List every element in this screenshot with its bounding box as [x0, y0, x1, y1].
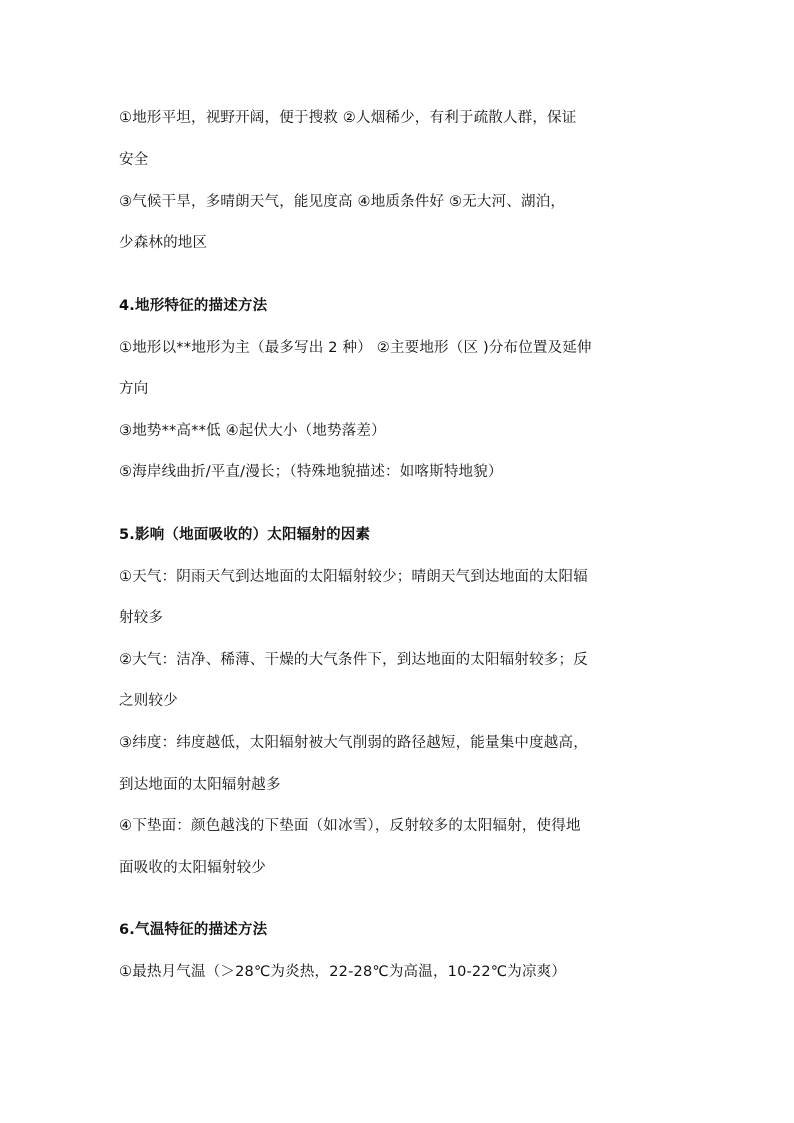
section-heading: 4.地形特征的描述方法: [119, 298, 268, 314]
text-line: ③地势**高**低 ④起伏大小（地势落差）: [119, 423, 386, 439]
section-heading: 5.影响（地面吸收的）太阳辐射的因素: [119, 527, 371, 543]
text-line: 方向: [119, 381, 149, 397]
text-line: ③气候干旱，多晴朗天气，能见度高 ④地质条件好 ⑤无大河、湖泊，: [119, 194, 566, 210]
text-line: 到达地面的太阳辐射越多: [119, 777, 281, 793]
text-line: ③纬度：纬度越低，太阳辐射被大气削弱的路径越短，能量集中度越高，: [119, 735, 588, 751]
text-line: ①天气：阴雨天气到达地面的太阳辐射较少；晴朗天气到达地面的太阳辐: [119, 569, 588, 585]
text-line: 安全: [119, 152, 149, 168]
text-line: ④下垫面：颜色越浅的下垫面（如冰雪），反射较多的太阳辐射，使得地: [119, 818, 581, 834]
text-line: 少森林的地区: [119, 235, 208, 251]
text-line: ①地形以**地形为主（最多写出 2 种） ②主要地形（区 )分布位置及延伸: [119, 340, 592, 356]
text-line: ①最热月气温（＞28℃为炎热，22-28℃为高温，10-22℃为凉爽）: [119, 964, 567, 980]
text-line: 射较多: [119, 610, 164, 626]
text-line: ①地形平坦，视野开阔，便于搜救 ②人烟稀少，有利于疏散人群，保证: [119, 110, 577, 126]
section-heading: 6.气温特征的描述方法: [119, 922, 268, 938]
text-line: ⑤海岸线曲折/平直/漫长；（特殊地貌描述：如喀斯特地貌）: [119, 464, 503, 480]
text-line: 之则较少: [119, 693, 178, 709]
text-line: ②大气：洁净、稀薄、干燥的大气条件下，到达地面的太阳辐射较多；反: [119, 652, 588, 668]
text-line: 面吸收的太阳辐射较少: [119, 860, 266, 876]
